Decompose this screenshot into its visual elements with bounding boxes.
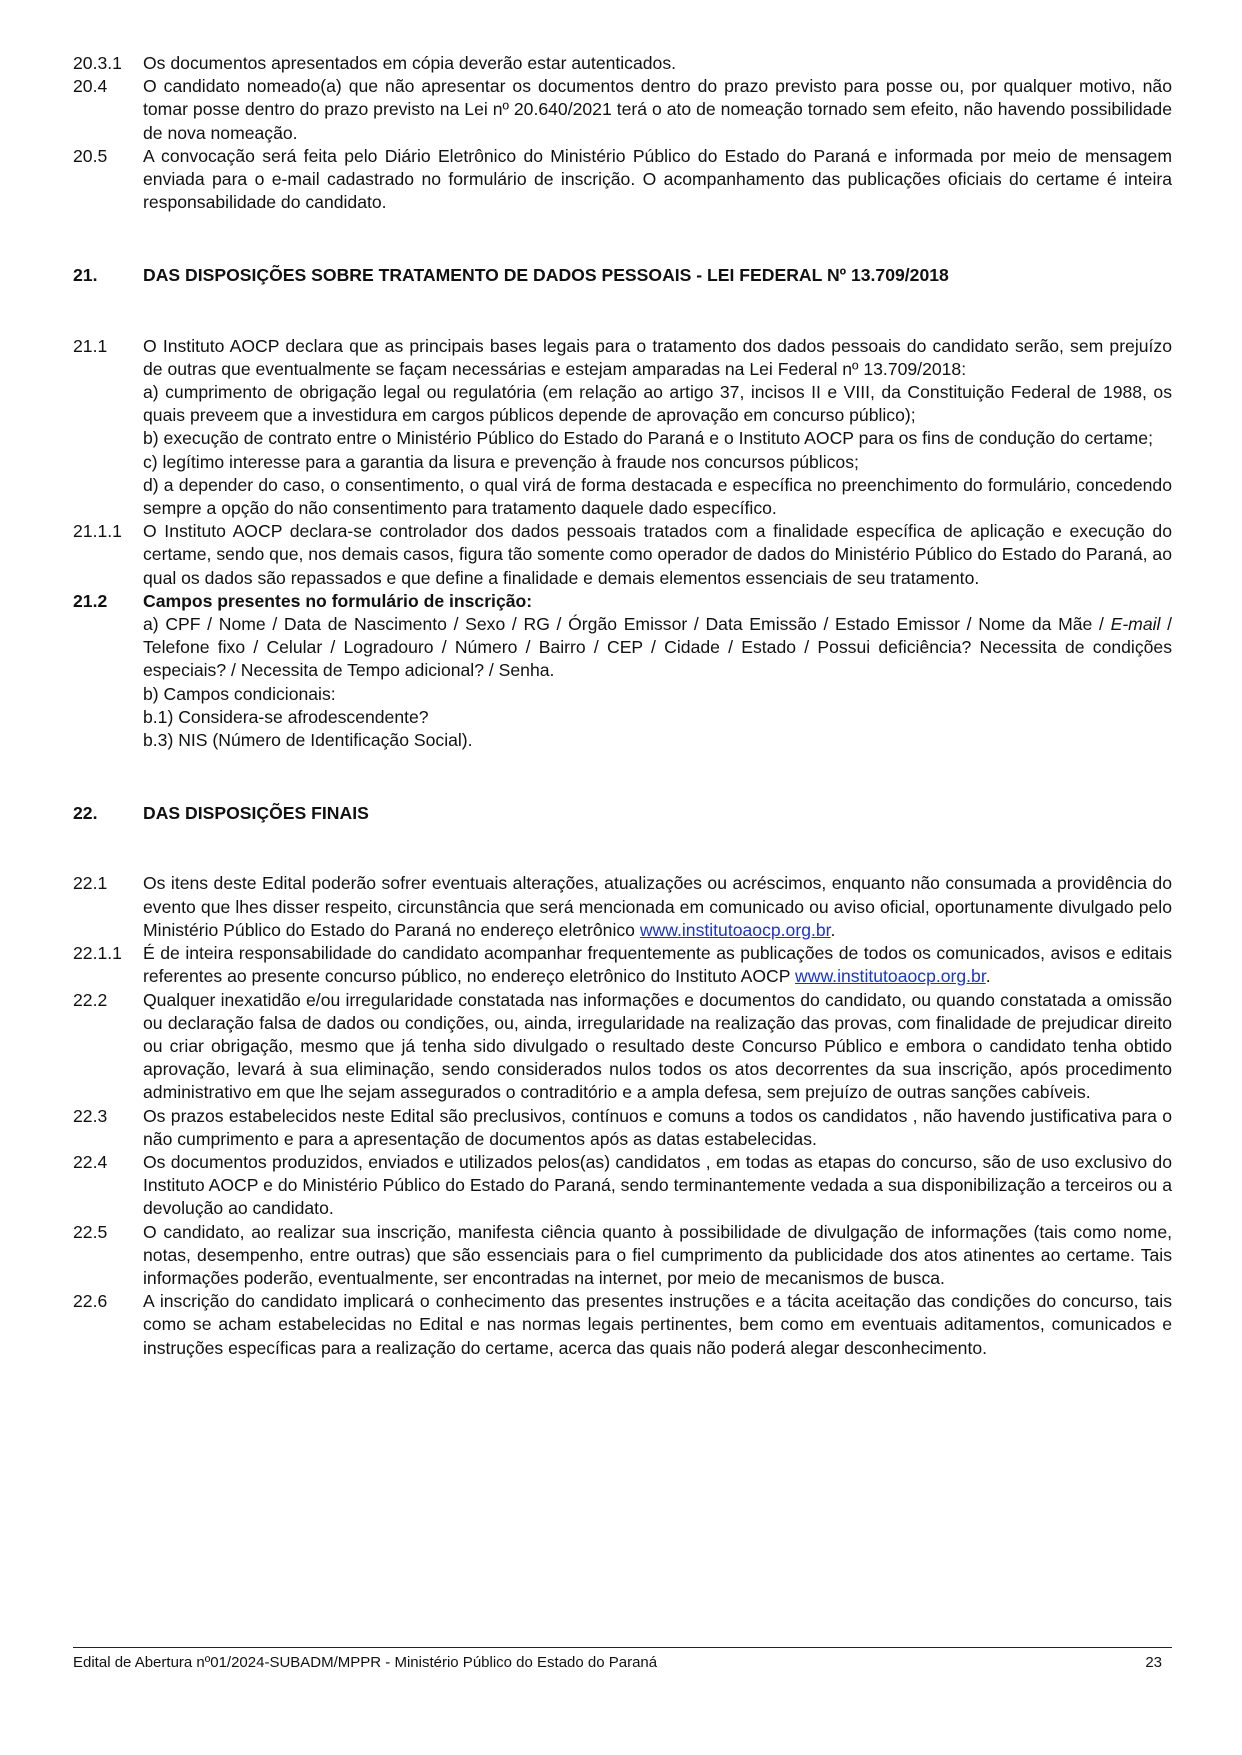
section-number: 22. [73, 803, 98, 824]
item-text: Os itens deste Edital poderão sofrer eventuais alterações, atualizações ou acréscimos, enquanto não consumada a providência do evento que lhes disser respeito, circunstância que será mencionada em comunicado ou aviso oficial, oportunamente divulgado pelo Ministério Público do Estado do Paraná no endereço eletrônico [143, 873, 1172, 940]
subitem-a [143, 613, 1172, 683]
subitem-b: b) Campos condicionais: [143, 683, 336, 704]
subitem-d: d) a depender do caso, o consentimento, o qual virá de forma destacada e específica no preenchimento do formulário, concedendo sempre a opção do não consentimento para tratamento daquele dado específico. [143, 474, 1172, 519]
footer-text: Edital de Abertura nº01/2024-SUBADM/MPPR - Ministério Público do Estado do Paraná [73, 1654, 658, 1671]
item-text: Os prazos estabelecidos neste Edital são preclusivos, contínuos e comuns a todos os candidatos , não havendo justificativa para o não cumprimento e para a apresentação de documentos após as datas estabelecidas. [143, 1105, 1172, 1149]
subitem-a: a) cumprimento de obrigação legal ou regulatória (em relação ao artigo 37, incisos II e VIII, da Constituição Federal de 1988, os quais preveem que a investidura em cargos públicos depende de aprovação em concurso público); [143, 382, 1172, 426]
section-title: DAS DISPOSIÇÕES SOBRE TRATAMENTO DE DADOS PESSOAIS - LEI FEDERAL Nº 13.709/2018 [143, 265, 949, 286]
item-text: O candidato nomeado(a) que não apresentar os documentos dentro do prazo previsto para posse ou, por qualquer motivo, não tomar posse dentro do prazo previsto na Lei nº 20.640/2021 terá o ato de nomeação tornado sem efeito, não havendo possibilidade de nova nomeação. [143, 76, 1172, 143]
item-22-2 [73, 989, 1172, 1105]
subitem-b1: b.1) Considera-se afrodescendente? [143, 706, 429, 727]
item-21-2 [73, 590, 1172, 752]
item-text: Qualquer inexatidão e/ou irregularidade constatada nas informações e documentos do candidato, ou quando constatada a omissão ou declaração falsa de dados ou condições, ou, ainda, irregularidade na realização das provas, com finalidade de prejudicar direito ou criar obrigação, mesmo que já tenha sido divulgado o resultado deste Concurso Público e embora o candidato tenha obtido aprovação, levará à sua eliminação, sendo considerados nulos todos os atos decorrentes da sua inscrição, após procedimento administrativo em que lhe sejam assegurados o contraditório e a ampla defesa, sem prejuízo de outras sanções cabíveis. [143, 989, 1172, 1103]
item-number: 20.3.1 [73, 53, 122, 73]
item-text: O candidato, ao realizar sua inscrição, manifesta ciência quanto à possibilidade de divulgação de informações (tais como nome, notas, desempenho, entre outras) que são essenciais para o fiel cumprimento da publicidade dos atos atinentes ao certame. Tais informações poderão, eventualmente, ser encontradas na internet, por meio de mecanismos de busca. [143, 1221, 1172, 1288]
item-number: 22.5 [73, 1221, 108, 1242]
item-22-1 [73, 872, 1172, 942]
fields-text: a) CPF / Nome / Data de Nascimento / Sexo / RG / Órgão Emissor / Data Emissão / Estado Emissor / Nome da Mãe / [143, 614, 1111, 635]
website-link[interactable]: www.institutoaocp.org.br [795, 966, 986, 987]
item-number: 21.1 [73, 335, 108, 356]
subitem-b: b) execução de contrato entre o Ministério Público do Estado do Paraná e o Instituto AOCP para os fins de condução do certame; [143, 428, 1153, 449]
section-21-heading [73, 264, 1172, 287]
item-number: 22.6 [73, 1291, 108, 1312]
item-number: 21.1.1 [73, 521, 122, 542]
item-20-5 [73, 145, 1172, 215]
item-title: Campos presentes no formulário de inscrição: [143, 590, 533, 611]
item-text: A inscrição do candidato implicará o conhecimento das presentes instruções e a tácita aceitação das condições do concurso, tais como se acham estabelecidas no Edital e nas normas legais pertinentes, bem como em eventuais aditamentos, comunicados e instruções específicas para a realização do certame, acerca das quais não poderá alegar desconhecimento. [143, 1291, 1172, 1358]
punctuation: . [830, 919, 836, 940]
section-title: DAS DISPOSIÇÕES FINAIS [143, 803, 369, 824]
item-21-1-1 [73, 520, 1172, 590]
page-number: 23 [1145, 1654, 1162, 1671]
item-number: 22.1.1 [73, 943, 122, 964]
item-number: 22.3 [73, 1105, 108, 1126]
subitem-b3: b.3) NIS (Número de Identificação Social). [143, 730, 473, 751]
item-text: O Instituto AOCP declara-se controlador dos dados pessoais tratados com a finalidade específica de aplicação e execução do certame, sendo que, nos demais casos, figura tão somente como operador de dados do Ministério Público do Estado do Paraná, ao qual os dados são repassados e que define a finalidade e demais elementos essenciais de seu tratamento. [143, 521, 1172, 588]
email-field-label: E-mail [1110, 614, 1161, 635]
subitem-c: c) legítimo interesse para a garantia da lisura e prevenção à fraude nos concursos públicos; [143, 451, 859, 472]
fields-text: / Telefone fixo / Celular / Logradouro / Número / Bairro / CEP / Cidade / Estado / Possui deficiência? Necessita de condições especiais? / Necessita de Tempo adicional? / Senha. [143, 614, 1173, 681]
item-22-4 [73, 1151, 1172, 1221]
item-text: Os documentos apresentados em cópia deverão estar autenticados. [143, 53, 677, 73]
item-text: O Instituto AOCP declara que as principais bases legais para o tratamento dos dados pessoais do candidato serão, sem prejuízo de outras que eventualmente se façam necessárias e estejam amparadas na Lei Federal nº 13.709/2018: [143, 335, 1172, 379]
item-number: 21.2 [73, 590, 108, 611]
item-number: 22.1 [73, 873, 108, 894]
page-footer [73, 1647, 1172, 1674]
item-22-6 [73, 1290, 1172, 1360]
document-page [73, 52, 1172, 1360]
section-22-heading [73, 802, 1172, 825]
item-22-5 [73, 1221, 1172, 1291]
item-20-3-1 [73, 52, 1172, 75]
item-text: A convocação será feita pelo Diário Eletrônico do Ministério Público do Estado do Paraná e informada por meio de mensagem enviada para o e-mail cadastrado no formulário de inscrição. O acompanhamento das publicações oficiais do certame é inteira responsabilidade do candidato. [143, 145, 1172, 213]
item-number: 22.2 [73, 989, 108, 1010]
item-text: Os documentos produzidos, enviados e utilizados pelos(as) candidatos , em todas as etapas do concurso, são de uso exclusivo do Instituto AOCP e do Ministério Público do Estado do Paraná, sendo terminantemente vedada a sua disponibilização a terceiros ou a devolução ao candidato. [143, 1151, 1172, 1219]
item-number: 20.5 [73, 145, 108, 166]
item-20-4 [73, 75, 1172, 145]
website-link[interactable]: www.institutoaocp.org.br [639, 919, 831, 940]
section-number: 21. [73, 265, 98, 286]
item-22-3 [73, 1105, 1172, 1151]
item-number: 22.4 [73, 1151, 108, 1172]
item-21-1 [73, 335, 1172, 521]
punctuation: . [985, 966, 991, 987]
item-number: 20.4 [73, 76, 108, 97]
item-22-1-1 [73, 942, 1172, 988]
item-text: É de inteira responsabilidade do candidato acompanhar frequentemente as publicações de todos os comunicados, avisos e editais referentes ao presente concurso público, no endereço eletrônico do Instituto AOCP [143, 943, 1172, 987]
